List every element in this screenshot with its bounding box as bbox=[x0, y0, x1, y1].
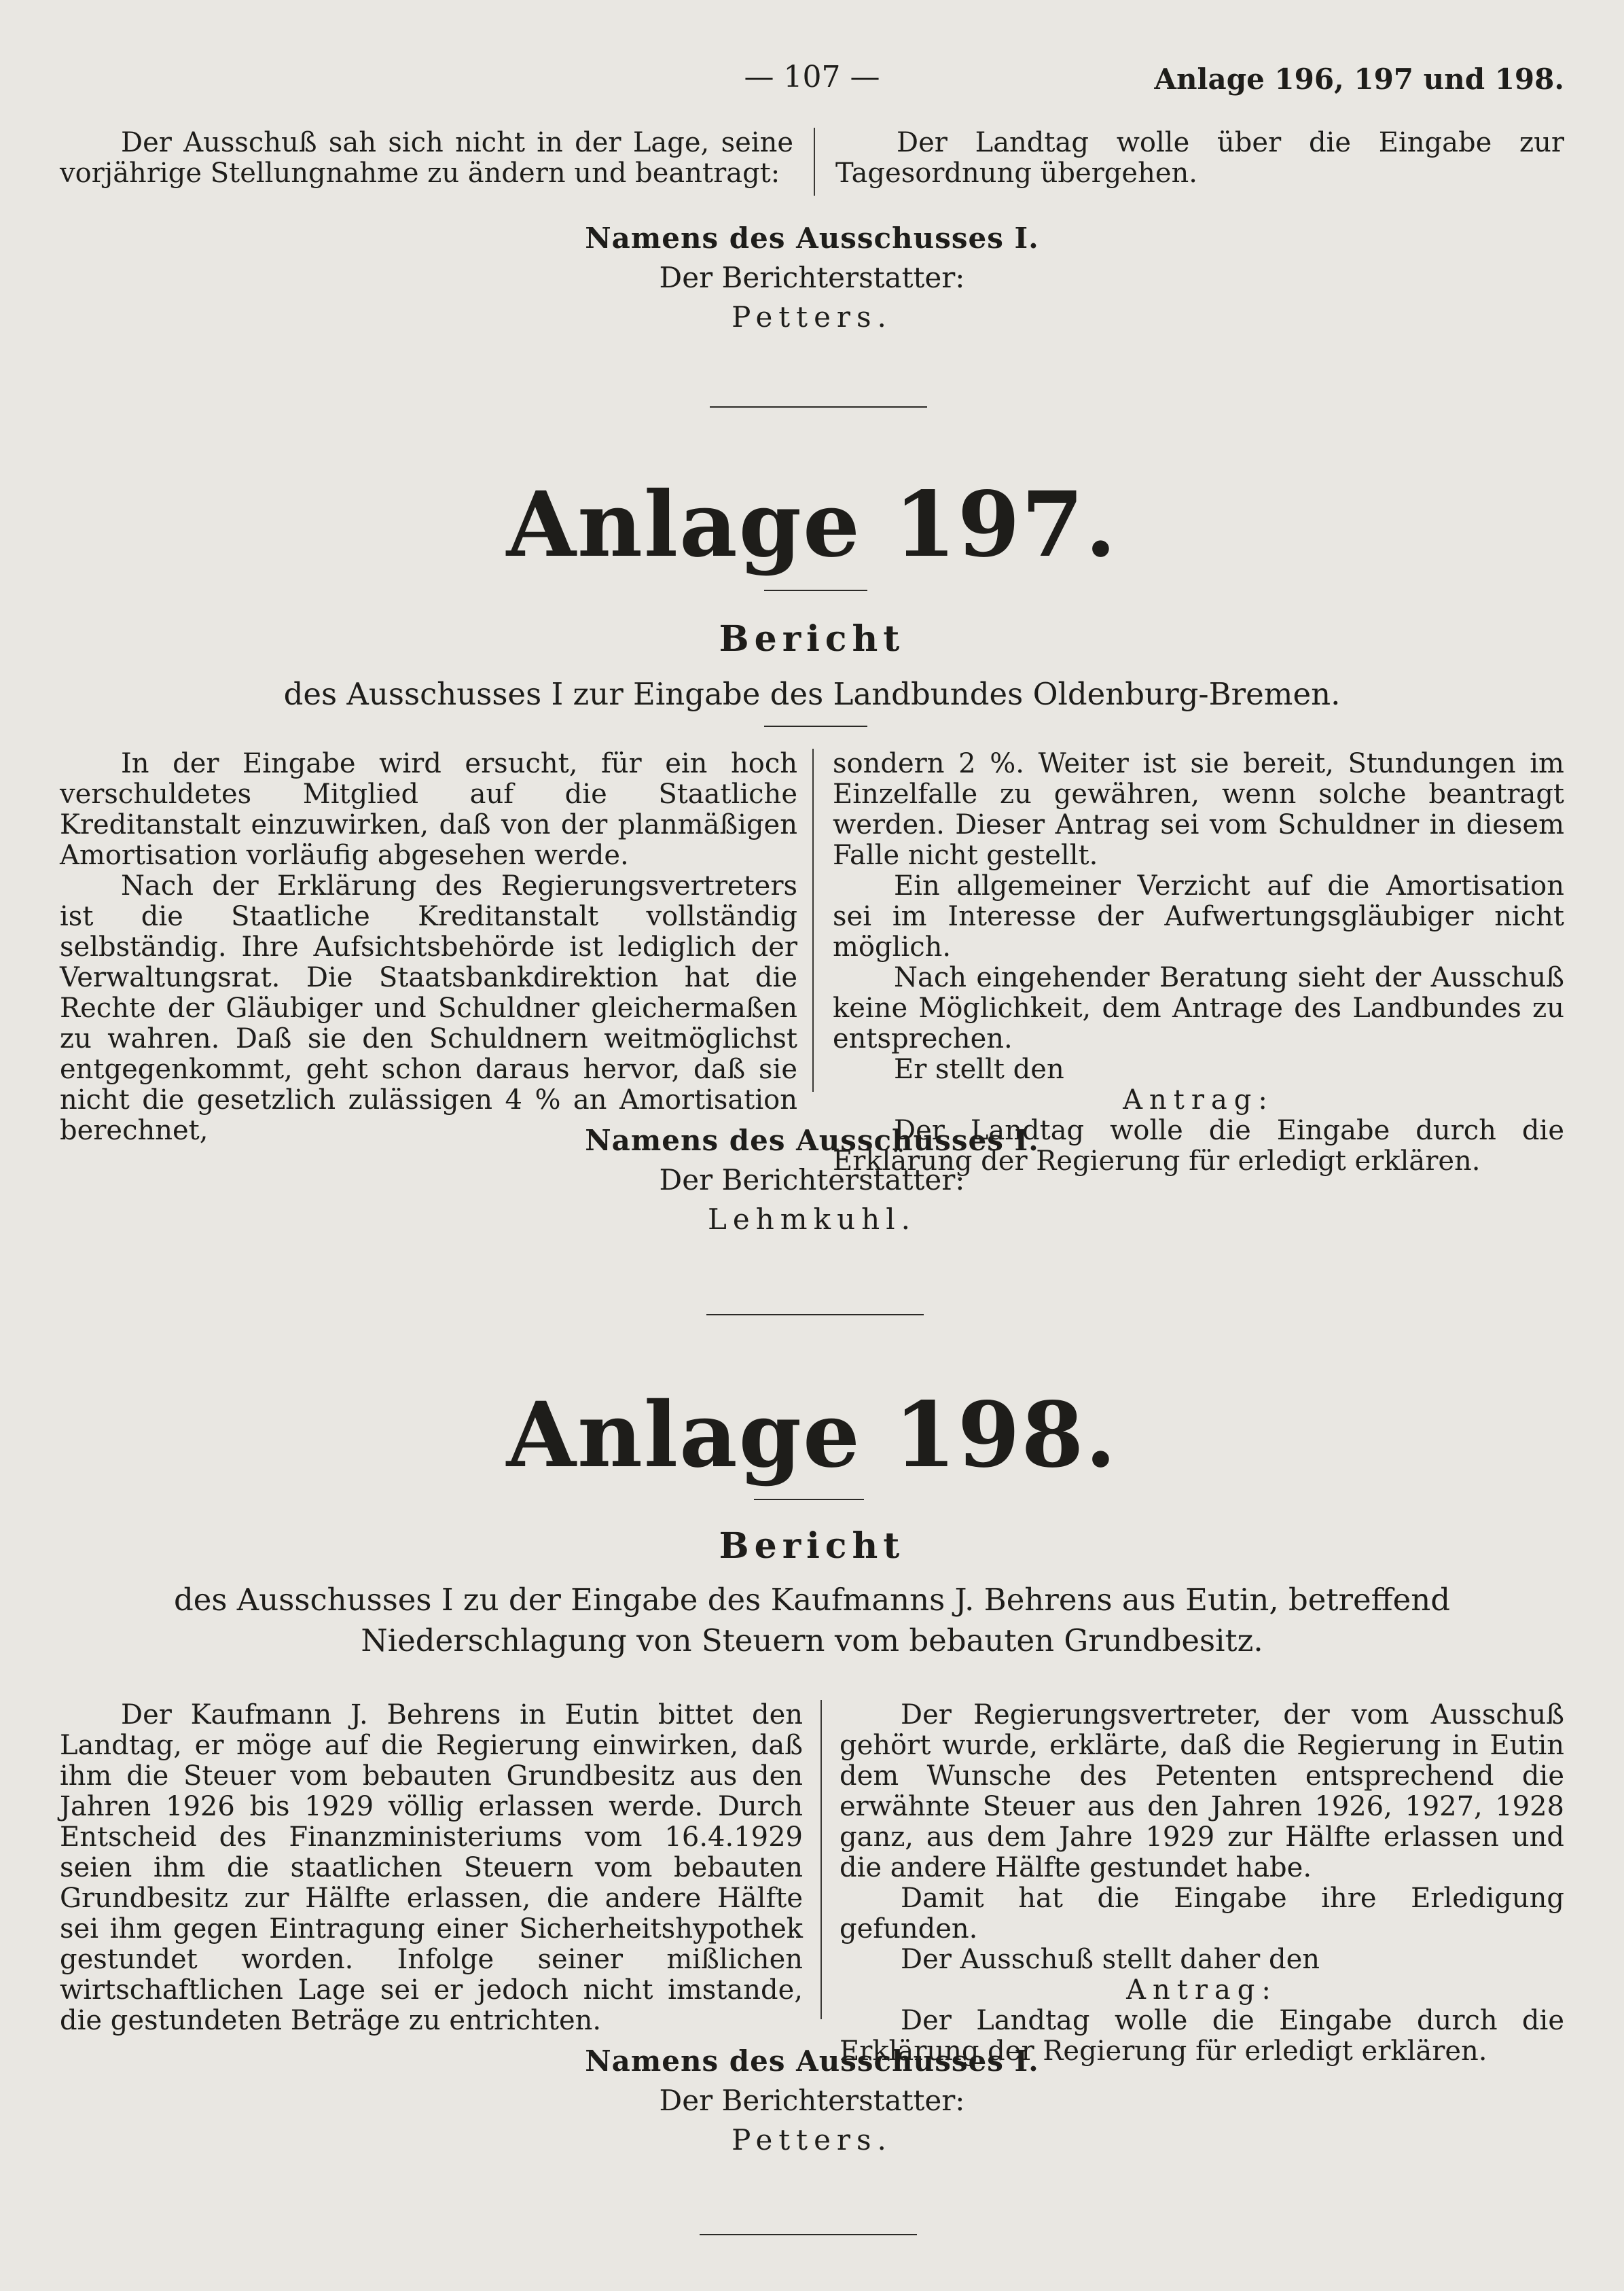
anlage-198-paragraph: Der Kaufmann J. Behrens in Eutin bittet den Landtag, er möge auf die Regierung einwirken, daß ihm die Steuer vom bebauten Grundbesitz aus den Jahren 1926 bis 1929 völlig erlassen werde. Durch Entscheid des Finanzministeriums vom 16.4.1929 seien ihm die staatlichen Steuern vom bebauten Grundbesitz zur Hälfte erlassen, die andere Hälfte sei ihm gegen Eintragung einer Sicherheitshypothek gestundet worden. Infolge seiner mißlichen wirtschaftlichen Lage sei er jedoch nicht imstande, die gestundeten Beträge zu entrichten. bbox=[60, 1699, 803, 2036]
top-right-column bbox=[815, 128, 1564, 196]
anlage-197-right-column bbox=[814, 749, 1564, 1177]
subtitle-divider bbox=[764, 726, 867, 727]
anlage-198-paragraph: Der Regierungsvertreter, der vom Ausschuß gehört wurde, erklärte, daß die Regierung in Eutin dem Wunsche des Petenten entsprechend die erwähnte Steuer aus den Jahren 1926, 1927, 1928 ganz, aus dem Jahre 1929 zur Hälfte erlassen und die andere Hälfte gestundet habe. bbox=[840, 1699, 1564, 1883]
anlage-198-columns bbox=[60, 1700, 1564, 2067]
section-divider bbox=[700, 2234, 917, 2235]
signature-committee: Namens des Ausschusses I. bbox=[585, 221, 1039, 255]
anlage-197-columns bbox=[60, 749, 1564, 1177]
anlage-197-subtitle: des Ausschusses I zur Eingabe des Landbundes Oldenburg-Bremen. bbox=[283, 676, 1341, 712]
anlage-197-paragraph: Nach der Erklärung des Regierungsvertreters ist die Staatliche Kreditanstalt vollständig selbständig. Ihre Aufsichtsbehörde ist lediglich der Verwaltungsrat. Die Staatsbankdirektion hat die Rechte der Gläubiger und Schuldner gleichermaßen zu wahren. Daß sie den Schuldnern weitmöglichst entgegenkommt, geht schon daraus hervor, daß sie nicht die gesetzlich zulässigen 4 % an Amortisation berechnet, bbox=[60, 870, 797, 1146]
anlage-198-paragraph: Der Ausschuß stellt daher den bbox=[901, 1944, 1320, 1975]
anlage-198-subtitle: des Ausschusses I zu der Eingabe des Kaufmanns J. Behrens aus Eutin, betreffend Niederschlagung von Steuern vom bebauten Grundbesitz. bbox=[173, 1582, 1451, 1658]
signature-name: Lehmkuhl. bbox=[708, 1203, 916, 1236]
anlage-197-title: Anlage 197. bbox=[506, 472, 1118, 578]
page-number: — 107 — bbox=[744, 60, 880, 94]
title-divider bbox=[754, 1499, 864, 1500]
anlage-197-antrag-text: Der Landtag wolle die Eingabe durch die Erklärung der Regierung für erledigt erklären. bbox=[833, 1115, 1564, 1177]
anlage-197-continued-paragraph: sondern 2 %. Weiter ist sie bereit, Stundungen im Einzelfalle zu gewähren, wenn solche beantragt werden. Dieser Antrag sei vom Schuldner in diesem Falle nicht gestellt. bbox=[833, 748, 1564, 871]
anlage-198-paragraph: Damit hat die Eingabe ihre Erledigung gefunden. bbox=[840, 1883, 1564, 1944]
anlage-197-bericht-heading: Bericht bbox=[719, 618, 905, 660]
anlage-198-antrag-heading: Antrag: bbox=[1126, 1974, 1278, 2006]
title-divider bbox=[764, 590, 867, 591]
anlage-197-paragraph: In der Eingabe wird ersucht, für ein hoch verschuldetes Mitglied auf die Staatliche Kreditanstalt einzuwirken, daß von der planmäßigen Amortisation vorläufig abgesehen werde. bbox=[60, 748, 797, 871]
signature-committee: Namens des Ausschusses I. bbox=[585, 1124, 1039, 1157]
signature-block-198 bbox=[0, 2042, 1624, 2160]
anlage-198-right-column bbox=[822, 1700, 1564, 2067]
signature-role: Der Berichterstatter: bbox=[659, 261, 965, 294]
section-divider bbox=[706, 1314, 924, 1315]
signature-role: Der Berichterstatter: bbox=[659, 2084, 965, 2117]
anlage-198-bericht-heading: Bericht bbox=[719, 1525, 905, 1567]
signature-committee: Namens des Ausschusses I. bbox=[585, 2044, 1039, 2078]
anlage-198-left-column bbox=[60, 1700, 820, 2067]
section-divider bbox=[710, 406, 927, 408]
anlage-197-antrag-heading: Antrag: bbox=[1123, 1084, 1274, 1116]
signature-block-196 bbox=[0, 219, 1624, 337]
top-section-columns bbox=[60, 128, 1564, 196]
top-left-paragraph: Der Ausschuß sah sich nicht in der Lage, seine vorjährige Stellungnahme zu ändern und beantragt: bbox=[60, 127, 793, 189]
anlage-198-antrag-text: Der Landtag wolle die Eingabe durch die Erklärung der Regierung für erledigt erklären. bbox=[840, 2005, 1564, 2067]
anlage-197-paragraph: Ein allgemeiner Verzicht auf die Amortisation sei im Interesse der Aufwertungsgläubiger nicht möglich. bbox=[833, 870, 1564, 963]
signature-name: Petters. bbox=[732, 2123, 892, 2156]
anlage-197-paragraph: Er stellt den bbox=[894, 1054, 1064, 1085]
running-header-reference: Anlage 196, 197 und 198. bbox=[1154, 63, 1564, 96]
signature-name: Petters. bbox=[732, 300, 892, 334]
top-right-paragraph: Der Landtag wolle über die Eingabe zur Tagesordnung übergehen. bbox=[835, 127, 1564, 189]
signature-block-197 bbox=[0, 1121, 1624, 1239]
anlage-197-left-column bbox=[60, 749, 812, 1177]
anlage-197-paragraph: Nach eingehender Beratung sieht der Ausschuß keine Möglichkeit, dem Antrage des Landbundes zu entsprechen. bbox=[833, 962, 1564, 1054]
anlage-198-title: Anlage 198. bbox=[506, 1383, 1118, 1488]
top-left-column bbox=[60, 128, 814, 196]
signature-role: Der Berichterstatter: bbox=[659, 1163, 965, 1196]
